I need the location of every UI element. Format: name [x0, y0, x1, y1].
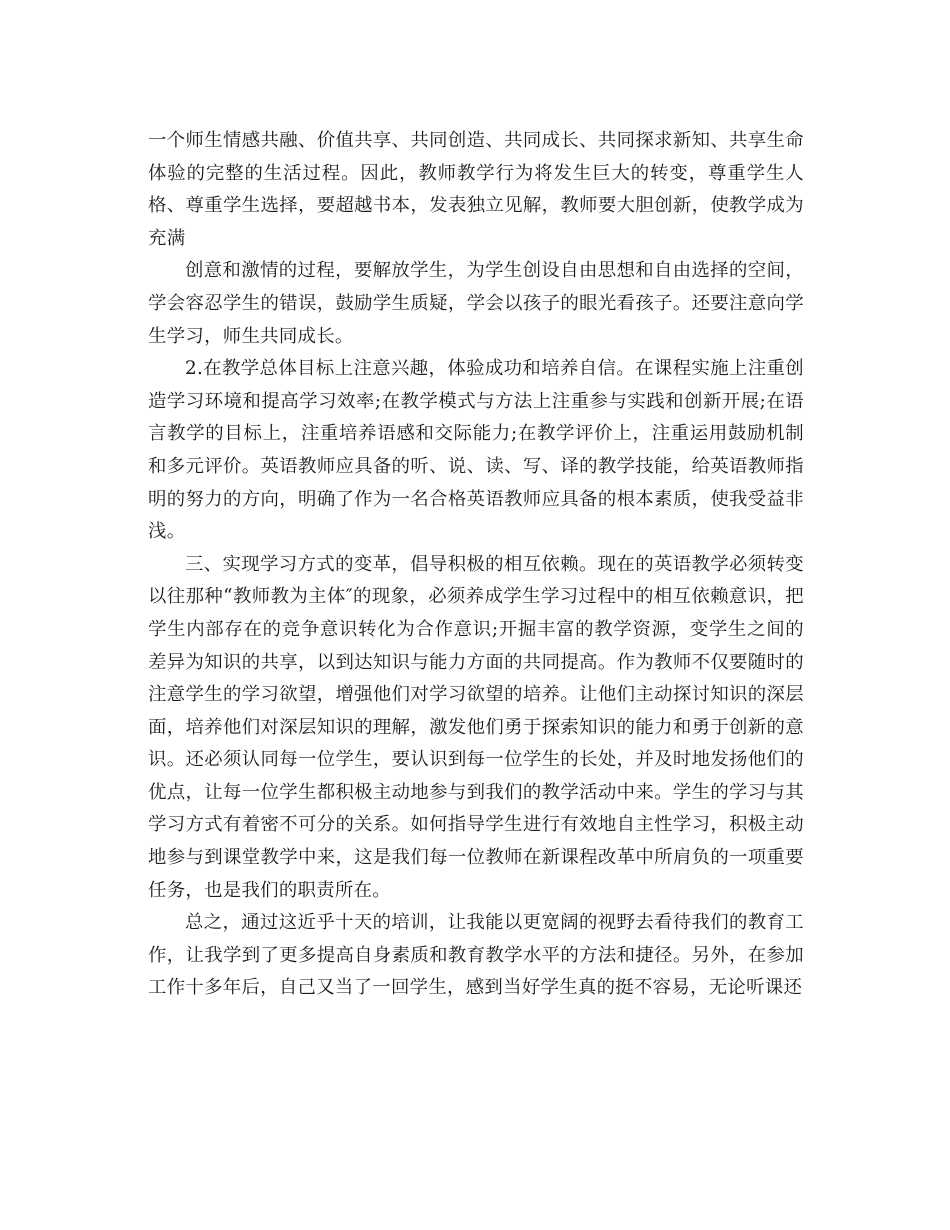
paragraph-conclusion: 总之，通过这近乎十天的培训，让我能以更宽阔的视野去看待我们的教育工作，让我学到了更多提高自身素质和教育教学水平的方法和捷径。另外，在参加工作十多年后，自己又当了一回学生，感到当好学生真的挺不容易，无论听课还: [148, 912, 804, 999]
paragraph-learning-methods: 三、实现学习方式的变革，倡导积极的相互依赖。现在的英语教学必须转变以往那种“教师教为主体″的现象，必须养成学生学习过程中的相互依赖意识，把学生内部存在的竞争意识转化为合作意识;开掘丰富的教学资源，变学生之间的差异为知识的共享，以到达知识与能力方面的共同提高。作为教师不仅要随时的注意学生的学习欲望，增强他们对学习欲望的培养。让他们主动探讨知识的深层面，培养他们对深层知识的理解，激发他们勇于探索知识的能力和勇于创新的意识。还必须认同每一位学生，要认识到每一位学生的长处，并及时地发扬他们的优点，让每一位学生都积极主动地参与到我们的教学活动中来。学生的学习与其学习方式有着密不可分的关系。如何指导学生进行有效地自主性学习，积极主动地参与到课堂教学中来，这是我们每一位教师在新课程改革中所肩负的一项重要任务，也是我们的职责所在。: [148, 553, 804, 901]
paragraph-teaching-goals: 2.在教学总体目标上注意兴趣，体验成功和培养自信。在课程实施上注重创造学习环境和提高学习效率;在教学模式与方法上注重参与实践和创新开展;在语言教学的目标上，注重培养语感和交际能力;在教学评价上，注重运用鼓励机制和多元评价。英语教师应具备的听、说、读、写、译的教学技能，给英语教师指明的努力的方向，明确了作为一名合格英语教师应具备的根本素质，使我受益非浅。: [148, 358, 804, 543]
paragraph-creativity: 创意和激情的过程，要解放学生，为学生创设自由思想和自由选择的空间，学会容忍学生的错误，鼓励学生质疑，学会以孩子的眼光看孩子。还要注意向学生学习，师生共同成长。: [148, 260, 804, 347]
document-page: [148, 125, 804, 1005]
paragraph-continuation: 一个师生情感共融、价值共享、共同创造、共同成长、共同探求新知、共享生命体验的完整的生活过程。因此，教师教学行为将发生巨大的转变，尊重学生人格、尊重学生选择，要超越书本，发表独立见解，教师要大胆创新，使教学成为充满: [148, 130, 804, 249]
